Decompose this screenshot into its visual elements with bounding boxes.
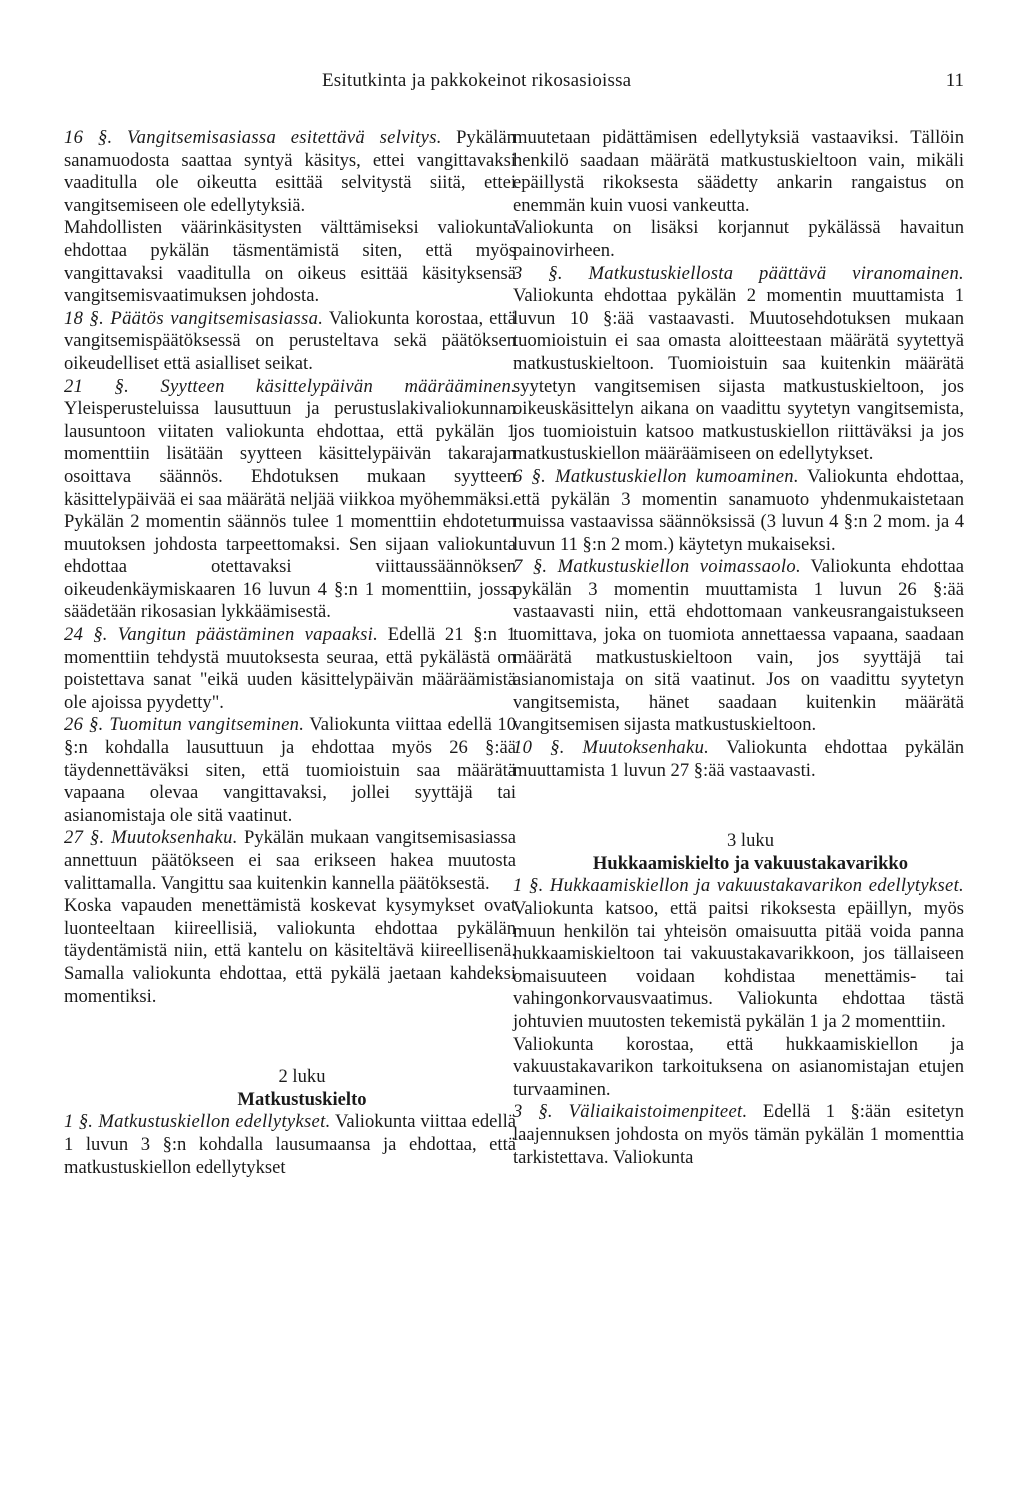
paragraph-26: 26 §. Tuomitun vangitseminen. Valiokunta viittaa edellä 10 §:n kohdalla lausuttuun ja ehdottaa myös 26 §:ää täydennettäväksi siten, että tuomioistuin saa määrätä vapaana olevaa vangittavaksi, jollei syyttäjä tai asianomistaja ole sitä vaatinut. [64,714,516,826]
paragraph: Pykälän 2 momentin säännös tulee 1 momenttiin ehdotetun muutoksen johdosta tarpeettomaksi. Sen sijaan valiokunta ehdottaa otettavaksi viittaussäännöksen oikeudenkäymiskaaren 16 luvun 4 §:n 1 momenttiin, jossa säädetään rikosasian lykkäämisestä. [64,511,516,623]
section-heading: 26 §. Tuomitun vangitseminen. [64,714,305,736]
chapter-title: Matkustuskielto [237,1088,367,1110]
running-header [0,70,1024,100]
paragraph-ch3-1: 1 §. Hukkaamiskiellon ja vakuustakavarikon edellytykset. Valiokunta katsoo, että paitsi rikoksesta epäillyn, myös muun henkilön tai yhteisön omaisuutta pitää voida panna hukkaamiskieltoon tai vakuustakavarikkoon, jos tällaiseen omaisuuteen voidaan kohdistaa menettämis- tai vahingonkorvausvaatimus. Valiokunta ehdottaa tästä johtuvien muutosten tekemistä pykälän 1 ja 2 momenttiin. [513,875,964,1032]
paragraph-18: 18 §. Päätös vangitsemisasiassa. Valiokunta korostaa, että vangitsemispäätöksessä on perusteltava sekä päätöksen oikeudelliset että asialliset seikat. [64,307,516,374]
paragraph-ch2-6: 6 §. Matkustuskiellon kumoaminen. Valiokunta ehdottaa, että pykälän 3 momentin sanamuoto yhdenmukaistetaan muissa vastaavissa säännöksissä (3 luvun 4 §:n 2 mom. ja 4 luvun 11 §:n 2 mom.) käytetyn mukaiseksi. [513,465,965,555]
section-heading: 24 §. Vangitun päästäminen vapaaksi. [64,624,379,646]
paragraph-ch2-1: 1 §. Matkustuskiellon edellytykset. Valiokunta viittaa edellä 1 luvun 3 §:n kohdalla lausumaansa ja ehdottaa, että matkustuskiellon edellytykset [64,1111,516,1178]
section-heading: 18 §. Päätös vangitsemisasiassa. [64,307,324,329]
paragraph-27: 27 §. Muutoksenhaku. Pykälän mukaan vangitsemisasiassa annettuun päätökseen ei saa erikseen hakea muutosta valittamalla. Vangittu saa kuitenkin kannella päätöksestä. [64,827,516,894]
chapter-number: 3 luku [726,830,774,852]
section-heading: 27 §. Muutoksenhaku. [64,827,238,849]
section-heading: 6 §. Matkustuskiellon kumoaminen. [513,465,799,487]
paragraph: muutetaan pidättämisen edellytyksiä vastaaviksi. Tällöin henkilö saadaan määrätä matkustuskieltoon vain, mikäli epäillystä rikoksesta säädetty ankarin rangaistus on enemmän kuin vuosi vankeutta. [513,127,964,216]
right-column [513,127,964,1169]
paragraph-ch2-3: 3 §. Matkustuskiellosta päättävä viranomainen. Valiokunta ehdottaa pykälän 2 momentin muuttamista 1 luvun 10 §:ää vastaavasti. Muutosehdotuksen mukaan tuomioistuin ei saa omasta aloitteestaan määrätä syytettyä matkustuskieltoon. Tuomioistuin saa kuitenkin määrätä syytetyn vangitsemisen sijasta matkustuskieltoon, jos oikeuskäsittelyn aikana on vaadittu syytetyn vangitsemista, jos tuomioistuin katsoo matkustuskiellon riittäväksi ja jos matkustuskiellon määräämiseen on edellytykset. [513,262,964,465]
section-heading: 10 §. Muutoksenhaku. [513,737,710,759]
section-heading: 1 §. Hukkaamiskiellon ja vakuustakavarikon edellytykset. [513,875,964,897]
paragraph: Mahdollisten väärinkäsitysten välttämiseksi valiokunta ehdottaa pykälän täsmentämistä siten, että myös vangittavaksi vaaditulla on oikeus esittää käsityksensä vangitsemisvaatimuksen johdosta. [64,217,516,307]
paragraph: Valiokunta korostaa, että hukkaamiskiellon ja vakuustakavarikon tarkoituksena on asianomistajan etujen turvaaminen. [513,1033,964,1100]
section-heading: 3 §. Väliaikaistoimenpiteet. [513,1101,748,1123]
paragraph-21: 21 §. Syytteen käsittelypäivän määrääminen. Yleisperusteluissa lausuttuun ja perustuslakivaliokunnan lausuntoon viitaten valiokunta ehdottaa, että pykälän 1 momenttiin lisätään syytteen käsittelypäivän takarajan osoittava säännös. Ehdotuksen mukaan syytteen käsittelypäivää ei saa määrätä neljää viikkoa myöhemmäksi. [64,375,516,510]
page-number: 11 [945,70,964,91]
section-heading: 16 §. Vangitsemisasiassa esitettävä selvitys. [64,127,442,148]
section-heading: 3 §. Matkustuskiellosta päättävä viranomainen. [513,262,964,284]
paragraph: Valiokunta on lisäksi korjannut pykälässä havaitun painovirheen. [513,217,964,261]
paragraph-ch3-3: 3 §. Väliaikaistoimenpiteet. Edellä 1 §:ään esitetyn laajennuksen johdosta on myös tämän pykälän 1 momenttia tarkistettava. Valiokunta [513,1101,964,1168]
chapter-number: 2 luku [278,1066,326,1088]
left-column [64,127,516,1179]
section-heading: 21 §. Syytteen käsittelypäivän määrääminen. [64,375,516,397]
section-heading: 1 §. Matkustuskiellon edellytykset. [64,1111,331,1133]
paragraph: Koska vapauden menettämistä koskevat kysymykset ovat luonteeltaan kiireellisiä, valiokunta ehdottaa pykälän täydentämistä niin, että kantelu on käsiteltävä kiireellisenä. Samalla valiokunta ehdottaa, että pykälä jaetaan kahdeksi momentiksi. [64,895,516,1007]
paragraph-24: 24 §. Vangitun päästäminen vapaaksi. Edellä 21 §:n 1 momenttiin tehdystä muutoksesta seuraa, että pykälästä on poistettava sanat "eikä uuden käsittelypäivän määräämistä ole ajoissa pyydetty". [64,624,516,713]
chapter-title: Hukkaamiskielto ja vakuustakavarikko [592,852,909,874]
section-heading: 7 §. Matkustuskiellon voimassaolo. [513,556,801,578]
running-header-title: Esitutkinta ja pakkokeinot rikosasioissa [322,70,632,91]
paragraph-ch2-10: 10 §. Muutoksenhaku. Valiokunta ehdottaa pykälän muuttamista 1 luvun 27 §:ää vastaavasti. [513,737,964,781]
paragraph-16: 16 §. Vangitsemisasiassa esitettävä selvitys. Pykälän sanamuodosta saattaa syntyä käsitys, ettei vangittavaksi vaaditulla ole oikeutta esittää selvitystä siitä, ettei vangitsemiseen ole edellytyksiä. [64,127,516,216]
paragraph-ch2-7: 7 §. Matkustuskiellon voimassaolo. Valiokunta ehdottaa pykälän 3 momentin muuttamista 1 luvun 26 §:ää vastaavasti niin, että ehdottomaan vankeusrangaistukseen tuomittava, joka on tuomiota annettaessa vapaana, saadaan määrätä matkustuskieltoon vain, jos syyttäjä tai asianomistaja on sitä vaatinut. Jos on vaadittu syytetyn vangitsemista, hänet saadaan kuitenkin määrätä vangitsemisen sijasta matkustuskieltoon. [513,556,965,736]
